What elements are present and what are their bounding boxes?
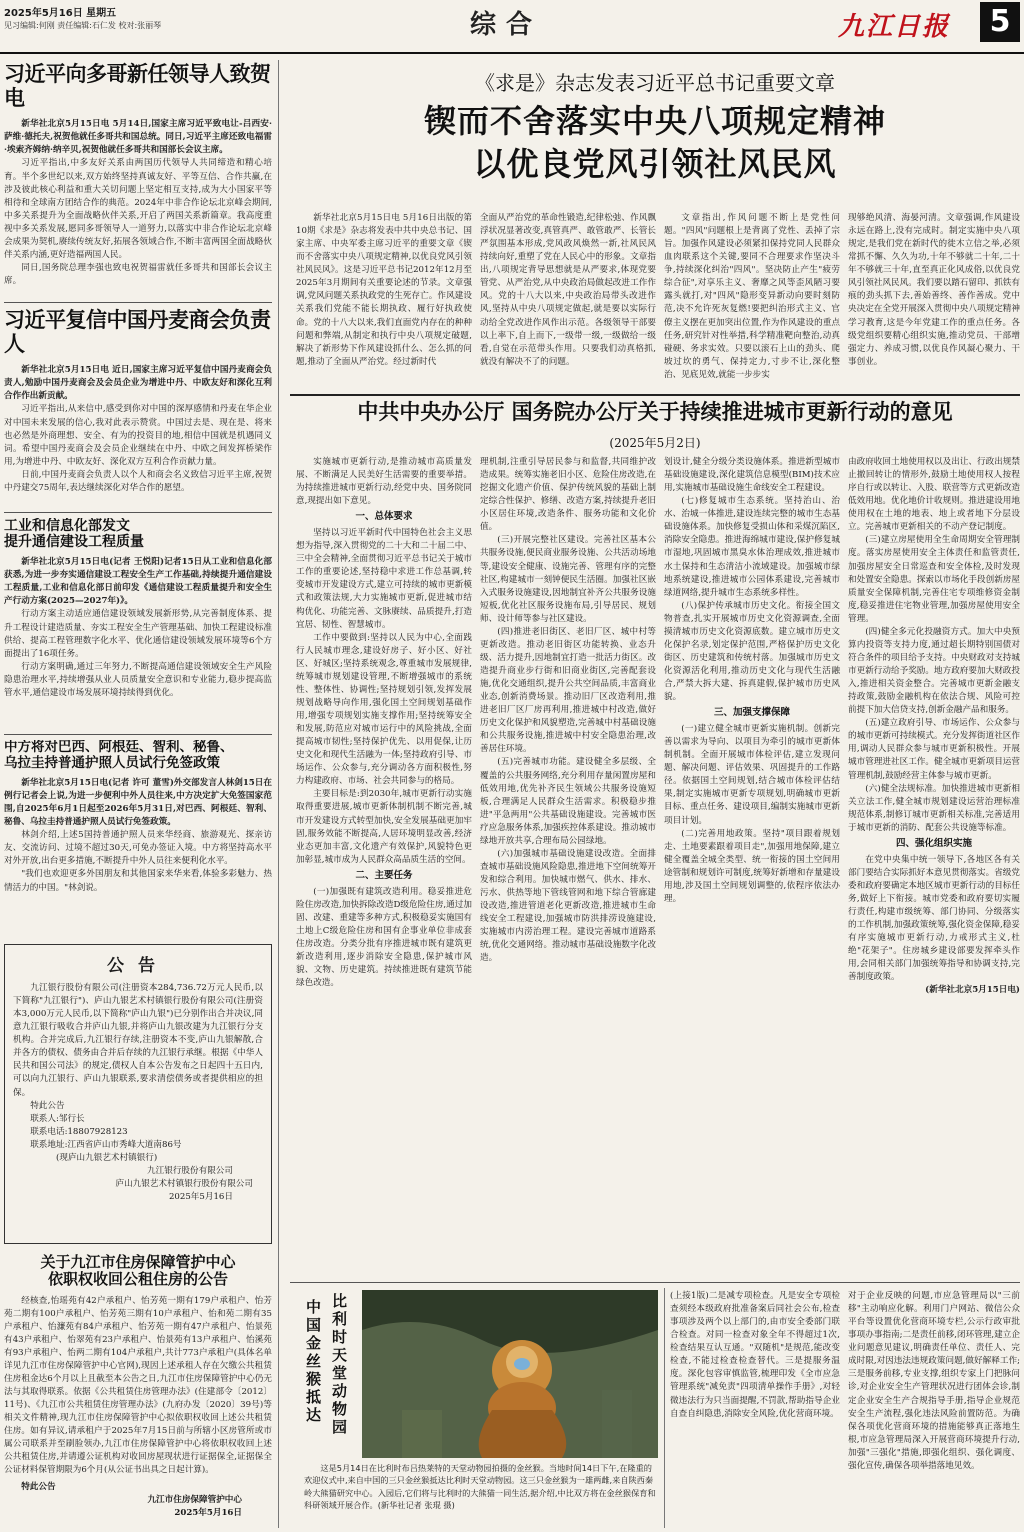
headline-line-1: 工业和信息化部发文 (4, 518, 130, 534)
photo-title-column-1: 中国金丝猴抵达 (306, 1298, 322, 1424)
section-heading: 一、总体要求 (355, 511, 413, 523)
headline-line-1: 关于九江市住房保障管护中心 (40, 1254, 236, 1271)
paragraph: 主要目标是:到2030年,城市更新行动实施取得重要进展,城市更新体制机制不断完善,城市开发建设方式转型加快,安全发展基础更加牢固,服务效能不断提高,人居环境明显改善,经济业态更加丰富,文化遗产有效保护,风貌特色更加彰显,城市成为人民群众高品质生活的空间。 (296, 789, 472, 865)
lead-headline-line-2: 以优良党风引领社风民风 (473, 144, 837, 183)
article-togo-congrats (4, 62, 272, 298)
paragraph: 由政府收回土地使用权以及出让、行政出规禁止撤回转让的情形外,鼓励土地使用权人按程序自行或以转让、入股、联营等方式更新改造低效用地。优化地价计收规则。推进建设用地使用权在土地的地表、地上或者地下分层设立。完善城市更新相关的不动产登记制度。 (848, 457, 1020, 533)
policy-date: (2025年5月2日) (609, 436, 701, 450)
paragraph: (一)建立健全城市更新实施机制。创新完善以需求为导向、以项目为牵引的城市更新体制机制。全面开展城市体检评估,建立发现问题、解决问题、评估效果、巩固提升的工作路径。依据国土空间规划,结合城市体检评估结果,制定实施城市更新专项规划,明确城市更新目标、重点任务、建设项目,编制实施城市更新项目计划。 (664, 724, 840, 826)
paragraph: (六)健全法规标准。加快推进城市更新相关立法工作,健全城市规划建设运营治理标准规范体系,制修订城市更新相关标准,完善适用于城市更新的消防、配套公共设施等标准。 (848, 783, 1020, 833)
headline-line-2: 提升通信建设工程质量 (4, 534, 144, 551)
paragraph: 在党中央集中统一领导下,各地区各有关部门要结合实际抓好本意见贯彻落实。省级党委和政府要确定本地区城市更新行动的目标任务,做好上下衔接。城市党委和政府要切实履行责任,构建市级统筹、部门协同、分级落实的工作机制,加强政策统筹,强化资金保障,稳妥有序实施城市更新行动,力戒形式主义,杜绝"花架子"。住房城乡建设部要发挥牵头作用,会同相关部门加强统筹指导和协调支持,完善制度政策。 (848, 854, 1020, 983)
column-divider (664, 1288, 665, 1528)
signatory: 庐山九银艺术村镇银行股份有限公司 (115, 1178, 253, 1189)
paragraph: (七)修复城市生态系统。坚持治山、治水、治城一体推进,建设连续完整的城市生态基础设施体系。加快修复受损山体和采煤沉陷区,消除安全隐患。推进海绵城市建设,保护修复城市湿地,巩固城市黑臭水体治理成效,推进城市水土保持和生态清洁小流域建设。加强城市绿地系统建设,推进城市公园体系建设,完善城市绿道网络,提升城市生态系统多样性。 (664, 496, 840, 598)
kicker: 《求是》杂志发表习近平总书记重要文章 (475, 71, 835, 95)
paragraph: (八)保护传承城市历史文化。衔接全国文物普查,扎实开展城市历史文化资源调查,全面摸清城市历史文化资源底数。建立城市历史文化保护名录,划定保护范围,严格保护历史文化街区、历史建筑和传统村落。加强城市历史文化资源活化利用,推动历史文化与现代生活融合,严禁大拆大建、拆真建假,保护城市历史风貌。 (664, 600, 840, 703)
bank-merger-notice (4, 944, 272, 1244)
divider (290, 1282, 1020, 1283)
photo-caption: 这是5月14日在比利时布吕热莱特的天堂动物园拍摄的金丝猴。当地时间14日下午,在隆重的欢迎仪式中,来自中国的三只金丝猴抵达比利时天堂动物园。这三只金丝猴为一雄两雌,来自陕西秦岭大熊猫研究中心。入园后,它们将与比利时的大熊猫一同生活,据介绍,中比双方将在金丝猴保育和科研领域开展合作。(新华社记者 张琨 摄) (304, 1463, 656, 1510)
paragraph: 新华社北京5月15日电(记者 王悦阳)记者15日从工业和信息化部获悉,为进一步夯实通信建设工程安全生产工作基础,持续提升通信建设工程质量,工业和信息化部日前印发《通信建设工程质量提升和安全生产行动方案(2025—2027年)》。 (4, 557, 272, 607)
divider (4, 734, 272, 735)
paragraph: (上接1版)二是减专项检查。凡是安全专项检查须经本级政府批准备案后同社会公布,检查事项涉及两个以上部门的,由市安全委部门联合检查。对同一检查对象全年不得超过1次,检查结果互认互通。"双随机"是规范,能改变检查,不能过检查检查替代。三是提服务温度。深化包容审慎监管,梳理印发《全市应急管理系统"减免责"四项清单操作手册》,对轻微违法行为只当面提醒,不罚款,帮助指导企业自查自纠隐患,消除安全风险,优化营商环境。 (670, 1291, 840, 1419)
contact-person: 联系人:邹行长 (30, 1113, 85, 1124)
paragraph: (三)开展完整社区建设。完善社区基本公共服务设施,便民商业服务设施、公共活动场地等,建设安全健康、设施完善、管理有序的完整社区,构建城市一刻钟便民生活圈。加强社区嵌入式服务设施建设,因地制宜补齐公共服务设施短板,优化社区服务设施布局,引导居民、规划师、设计师等参与社区建设。 (480, 535, 656, 624)
page-number: 5 (980, 2, 1020, 42)
paragraph: 坚持以习近平新时代中国特色社会主义思想为指导,深入贯彻党的二十大和二十届二中、三中全会精神,全面贯彻习近平总书记关于城市工作的重要论述,坚持稳中求进工作总基调,转变城市开发建设方式,建立可持续的城市更新模式和政策法规,大力实施城市更新,促进城市结构优化、功能完善、文脉赓续、品质提升,打造宜居、韧性、智慧城市。 (296, 528, 472, 630)
paragraph: (五)建立政府引导、市场运作、公众参与的城市更新可持续模式。充分发挥街道社区作用,调动人民群众参与城市更新积极性。开展城市管理进社区工作。健全城市更新项目运营管理机制,鼓励经营主体参与城市更新。 (848, 718, 1020, 781)
article-visa-free (4, 740, 272, 936)
section-heading: 三、加强支撑保障 (713, 707, 790, 719)
paragraph: "我们也欢迎更多外国朋友和其他国家来华来看,体验多彩魅力、热情活力的中国。"林剑说。 (4, 869, 272, 893)
divider (290, 394, 1020, 396)
paragraph: (四)推进老旧街区、老旧厂区、城中村等更新改造。推动老旧街区功能转换、业态升级、活力提升,因地制宜打造一批活力街区。改造提升商业步行街和旧商业街区,完善配套设施,优化交通组织,提升公共空间品质,丰富商业业态,创新消费场景。推动旧厂区改造利用,推进老旧厂区厂房再利用,推进城中村改造,做好历史文化保护和风貌塑造,完善城中村基础设施和公共服务设施,推进城中村安全隐患治理,改善居住环境。 (480, 626, 656, 755)
headline: 习近平复信中国丹麦商会负责人 (4, 308, 271, 357)
paragraph: 日前,中国丹麦商会负责人以个人和商会名义致信习近平主席,祝贺中丹建交75周年,表达继续深化对华合作的愿望。 (4, 469, 272, 493)
paragraph: 习近平指出,中多友好关系由两国历代领导人共同缔造和精心培育。半个多世纪以来,双方始终坚持真诚友好、平等互信、合作共赢,在涉及彼此核心利益和重大关切问题上坚定相互支持,成为大小国家平等相待和全球南方团结合作的典范。2024年中非合作论坛北京峰会期间,中多关系提升为全面战略伙伴关系,开启了两国关系新篇章。我高度重视中多关系发展,愿同多哥领导人一道努力,以落实中非合作论坛北京峰会成果为契机,赓续传统友好,拓展各领域合作,不断丰富两国全面战略伙伴关系内涵,更好造福两国人民。 (4, 158, 272, 260)
paragraph: 同日,国务院总理李强也致电祝贺福雷就任多哥共和国部长会议主席。 (4, 262, 272, 287)
notice-closing: 特此公告 (30, 1100, 65, 1111)
paragraph: 行动方案明确,通过三年努力,不断提高通信建设领域安全生产风险隐患治理水平,持续增强从业人员质量安全意识和专业能力,稳步提高监管水平,通信建设市场发展环境持续得到优化。 (4, 661, 272, 698)
continued-column-1 (670, 1290, 840, 1528)
monkey-photo-illustration (362, 1290, 658, 1458)
lead-column-1 (296, 212, 472, 390)
notice-paragraph: 经核查,怡瑶苑有42户承租户、怡芳苑一期有179户承租户、怡芳苑二期有100户承租户、怡芳苑三期有10户承租户、怡和苑二期有35户承租户、怡濂苑有84户承租户、怡芳苑一期有47户承租户、怡景苑有43户承租户、怡翠苑有23户承租户、怡景苑有13户承租户、怡溪苑有93户承租户、怡两二期有104户承租户,共计773户承租户(具体名单详见九江市住房保障管护中心官网),现因上述承租人存在欠缴公共租赁住房租金达6个月以上且截至本公告之日,九江市住房保障管护中心仍无法与其取得联系。依据《公共租赁住房管理办法》(住建部令〔2012〕11号)、《九江市公共租赁住房管理办法》(九府办发〔2020〕39号)等相关文件精神,现九江市住房保障管护中心拟依职权收回上述公共租赁住房。如有异议,请承租户于2025年7月15日前与所辖小区房管所或市属公司联系并至刷脸领办,九江市住房保障管护中心将依职权收回上述公共租赁住房,并请遵公证机构对收回房屋现状进行证据保全,证据保全公证材料保管期限为6个月(从公证书出具之日起计算)。 (4, 1295, 272, 1476)
paragraph: 对于企业反映的问题,市应急管理局以"三前移"主动响应化解。利用门户网站、微信公众平台等设置优化营商环境专栏,公示行政审批事项办事指南;二是责任前移,闭环管理,建立企业问题意见建议,明确责任单位、责任人、完成时限,对因违法违规政策问题,做好解释工作;三是服务前移,专业支撑,组织专家上门把脉问诊,对企业安全生产管理状况进行团体会诊,制定企业安全生产合规指导手册,指导企业规范安全生产流程,强化违法风险前置防范。为确保各项优化营商环境的措施能够真正落地生根,市应急管理局深入开展营商环境提升行动,加强"三强化"措施,即强化组织、强化调度、强化宣传,确保各项举措落地见效。 (848, 1291, 1020, 1471)
paragraph: (三)建立房屋使用全生命周期安全管理制度。落实房屋使用安全主体责任和监管责任,加强房屋安全日常巡查和安全体检,及时发现和处置安全隐患。探索以市场化手段创新房屋质量安全保障机制,完善住宅专项维修资金制度,稳妥推进住宅物业管理,加强房屋使用安全管理。 (848, 535, 1020, 624)
paragraph: (六)加强城市基础设施建设改造。全面排查城市基础设施风险隐患,推进地下空间统筹开发和综合利用。加快城市燃气、供水、排水、污水、供热等地下管线管网和地下综合管廊建设改造,推进管道老化更新改造,推进城市生命线安全工程建设,加强城市防洪排涝设施建设,实施城市内涝治理工程。建设完善城市道路系统,优化交通网络。推动城市基础设施数字化改造。 (480, 848, 656, 964)
paragraph: 理机制,注重引导居民参与和监督,共同维护改造成果。统筹实施老旧小区、危险住房改造,在挖掘文化遗产价值、保护传统风貌的基础上制定综合性保护、修缮、改造方案,持续提升老旧小区居住环境,改造条件、服务功能和文化价值。 (480, 457, 656, 533)
paragraph: 新华社北京5月15日电 5月16日出版的第10期《求是》杂志将发表中共中央总书记、国家主席、中央军委主席习近平的重要文章《锲而不舍落实中央八项规定精神,以优良党风引领社风民风》。这是习近平总书记2012年12月至2025年3月期间有关重要论述的节录。文章强调,党风问题关系执政党的生死存亡。作风建设关系我们党能不能长期执政、履行好执政使命。党的十八大以来,我们直面党内存在的种种问题和弊端,从制定和执行中央八项规定破题,解决了新形势下作风建设抓什么、怎么抓的问题,推动了全面从严治党。经过新时代 (296, 213, 472, 367)
editor-credits: 见习编辑:何刚 责任编辑:石仁发 校对:张丽琴 (4, 21, 162, 30)
divider (4, 512, 272, 513)
headline-line-1: 中方将对巴西、阿根廷、智利、秘鲁、 (4, 740, 234, 755)
lead-column-2 (480, 212, 656, 390)
continued-column-2 (848, 1290, 1020, 1528)
paragraph: (二)完善用地政策。坚持"项目跟着规划走、土地要素跟着项目走",加强用地保障,建立健全覆盖全城全类型、统一衔接的国土空间用途管制和规划许可制度,统筹好新增和存量建设用地,涉及国土空间规划调整的,依程序依法办理。 (664, 828, 840, 904)
headline-line-2: 依职权收回公租住房的公告 (47, 1270, 228, 1289)
section-title: 综合 (470, 10, 543, 40)
notice-title: 公告 (107, 956, 169, 976)
golden-monkey-photo (362, 1290, 658, 1458)
lead-column-4 (848, 212, 1020, 390)
notice-closing: 特此公告 (21, 1481, 56, 1492)
paragraph: (五)完善城市功能。建设健全多层级、全覆盖的公共服务网络,充分利用存量闲置房屋和低效用地,优先补齐民生领域公共服务设施短板,合理满足人民群众生活需求。积极稳步推进"平急两用"公共基础设施建设。完善城市医疗应急服务体系,加强疾控体系建设。推动城市绿地开放共享,合理布局公园绿地。 (480, 757, 656, 846)
notice-date: 2025年5月16日 (174, 1507, 242, 1518)
issue-date: 2025年5月16日 星期五 (4, 8, 117, 19)
paragraph: 工作中要做到:坚持以人民为中心,全面践行人民城市理念,建设好房子、好小区、好社区、好城区;坚持系统观念,尊重城市发展规律,统筹城市规划建设管理,不断增强城市的系统性、整体性、协调性;坚持规划引领,发挥发展规划战略导向作用,强化国土空间规划基础作用,增强专项规划实施支撑作用;坚持统筹安全和发展,防范应对城市运行中的风险挑战,全面提高城市韧性;坚持保护优先、以用促保,让历史文化和现代生活融为一体;坚持政府引导、市场运作、公众参与,充分调动各方面积极性,努力构建政府、市场、社会共同参与的格局。 (296, 632, 472, 787)
newspaper-logo: 九江日报 (838, 12, 951, 42)
paragraph: 习近平指出,从来信中,感受到你对中国的深厚感情和丹麦在华企业对中国未来发展的信心,我对此表示赞赏。中国过去是、现在是、将来也必然是外商理想、安全、有为的投资目的地,相信中国就是机遇同义词。希望中国丹麦商会及会员企业继续在中丹、中欧之间发挥桥梁作用,为增进中丹、中欧友好、深化双方互利合作贡献力量。 (4, 404, 272, 467)
lead-column-3 (664, 212, 840, 390)
paragraph: 现够绝风清、海晏河清。文章强调,作风建设永远在路上,没有完成时。制定实施中央八项规定,是我们党在新时代的徙木立信之举,必须常抓不懈、久久为功,十年不够就二十年,二十年不够就三十年,直至真正化风成俗,以优良党风引领社风民风。我们要以踏石留印、抓铁有痕的劲头抓下去,善始善终、善作善成。党中央决定在全党开展深入贯彻中央八项规定精神学习教育,这是今年党建工作的重点任务。各级党组织要精心组织实施,推动党员、干部增强定力、养成习惯,以优良作风凝心聚力、干事创业。 (848, 213, 1020, 367)
notice-date: 2025年5月16日 (168, 1192, 233, 1202)
divider (4, 302, 272, 303)
contact-address: 联系地址:江西省庐山市秀峰大道南86号 (30, 1139, 182, 1150)
paragraph: 新华社北京5月15日电 5月14日,国家主席习近平致电让-吕西安·萨维·德托夫,祝贺他就任多哥共和国总统。同日,习近平主席还致电福雷·埃索齐姆纳·纳辛贝,祝贺他就任多哥共和国部长会议主席。 (4, 119, 272, 156)
paragraph: 实施城市更新行动,是推动城市高质量发展、不断满足人民美好生活需要的重要举措。为持续推进城市更新行动,经党中央、国务院同意,现提出如下意见。 (296, 457, 472, 507)
dateline: (新华社北京5月15日电) (925, 985, 1020, 996)
masthead (0, 0, 1024, 54)
policy-column-2 (480, 456, 656, 1276)
policy-column-4 (848, 456, 1020, 1276)
contact-phone: 联系电话:18807928123 (30, 1126, 128, 1137)
notice-paragraph: 九江银行股份有限公司(注册资本284,736.72万元人民币,以下简称"九江银行")、庐山九银艺术村镇银行股份有限公司(注册资本3,000万元人民币,以下简称"庐山九银")已分别作出合并决议,同意九江银行吸收合并庐山九银,并将庐山九银改建为九江银行分支机构。合并完成后,九江银行存续,注册资本不变,庐山九银解散,合并各方的债权、债务由合并后存续的九江银行承继。根据《中华人民共和国公司法》的规定,债权人自本公告发布之日起四十五日内,可以向九江银行、庐山九银联系,要求清偿债务或者提供相应的担保。 (13, 983, 263, 1098)
section-heading: 二、主要任务 (355, 869, 413, 881)
headline-line-2: 乌拉圭持普通护照人员试行免签政策 (4, 754, 220, 771)
signatory: 九江市住房保障管护中心 (147, 1494, 242, 1505)
paragraph: 新华社北京5月15日电(记者 许可 董雪)外交部发言人林剑15日在例行记者会上说,为进一步便利中外人员往来,中方决定扩大免签国家范围,自2025年6月1日起至2026年5月31日,对巴西、阿根廷、智利、秘鲁、乌拉圭持普通护照人员试行免签政策。 (4, 778, 272, 828)
contact-address-note: (现庐山九银艺术村镇银行) (56, 1152, 158, 1163)
paragraph: 新华社北京5月15日电 近日,国家主席习近平复信中国丹麦商会负责人,勉励中国丹麦商会及会员企业为增进中丹、中欧友好和深化互利合作作出新贡献。 (4, 365, 272, 402)
policy-column-3 (664, 456, 840, 1276)
paragraph: (一)加强既有建筑改造利用。稳妥推进危险住房改造,加快拆除改造D级危险住房,通过加固、改建、重建等多种方式,积极稳妥实施国有土地上C级危险住房和国有企事业单位非成套住房改造。分类分批有序推进城市既有建筑更新改造利用,逐步消除安全隐患,保护城市风貌、文物、历史建筑。持续推进既有建筑节能绿色改造。 (296, 886, 472, 989)
lead-headline-line-1: 锲而不舍落实中央八项规定精神 (423, 102, 886, 140)
paragraph: (四)健全多元化投融资方式。加大中央预算内投资等支持力度,通过超长期特别国债对符合条件的项目给予支持。中央财政对支持城市更新行动给予奖励。地方政府要加大财政投入,推进相关资金整合。完善城市更新金融支持政策,鼓励金融机构在依法合规、风险可控前提下加大信贷支持,创新金融产品和服务。 (848, 626, 1020, 716)
paragraph: 林剑介绍,上述5国持普通护照人员来华经商、旅游观光、探亲访友、交流访问、过境不超过30天,可免办签证入境。中方将坚持高水平对外开放,出台更多措施,不断提升中外人员往来便利化水平。 (4, 830, 272, 867)
column-divider (278, 60, 279, 1528)
housing-notice (4, 1254, 272, 1528)
paragraph: 文章指出,作风问题不断上是党性问题。"四风"问题根上是背离了党性、丢掉了宗旨。加强作风建设必须紧扣保持党同人民群众血肉联系这个关键,要同不合理要求作坚决斗争,持续深化纠治"四风"。坚决防止产生"疲劳综合征",对享乐主义、奢靡之风等歪风陋习要露头就打,对"四风"隐形变异新动向要时刻防范,决不允许死灰复燃!要把纠治形式主义、官僚主义摆在更加突出位置,作为作风建设的重点任务,研究针对性举措,科学精准靶向整治,动真碰硬、务求实效。只要以滚石上山的劲头、爬坡过坎的勇气、保持定力,寸步不让,深化整治、见底见效,就能一步步实 (664, 213, 840, 380)
headline: 习近平向多哥新任领导人致贺电 (4, 62, 271, 111)
paragraph: 全面从严治党的革命性锻造,纪律松弛、作风飘浮状况显著改变,真管真严、敢管敢严、长管长严氛围基本形成,党风政风焕然一新,社风民风持续向好,重塑了党在人民心中的形象。文章指出,八项规定背导思想就是从严要求,体现党要管党、从严治党,从中央政治局做起改进工作作风。党的十八大以来,中央政治局带头改进作风,坚持从中央八项规定做起,就是要以实际行动给全党改进作风作出示范。各级领导干部要以上率下,自上而下,一级带一级,一级做给一级看,自觉在示范带头作用。只要我们动真格抓,就没有解决不了的问题。 (480, 213, 656, 367)
article-miit-telecom (4, 518, 272, 730)
section-heading: 四、强化组织实施 (895, 837, 972, 849)
policy-column-1 (296, 456, 472, 1276)
photo-title-column-2: 比利时天堂动物园 (332, 1292, 348, 1436)
policy-headline: 中共中央办公厅 国务院办公厅关于持续推进城市更新行动的意见 (357, 400, 953, 424)
paragraph: 划设计,健全分级分类设施体系。推进新型城市基础设施建设,深化建筑信息模型(BIM)技术应用,实施城市基础设施生命线安全工程建设。 (664, 457, 840, 494)
paragraph: 行动方案主动适应通信建设领域发展新形势,从完善制度体系、提升工程设计建造质量、夯实工程安全生产管理基础、加快工程建设标准供给、提高工程管理数字化水平、优化通信建设领域发展环境等6个方面提出了16项任务。 (4, 609, 272, 659)
signatory: 九江银行股份有限公司 (147, 1165, 233, 1176)
article-denmark-reply (4, 308, 272, 508)
